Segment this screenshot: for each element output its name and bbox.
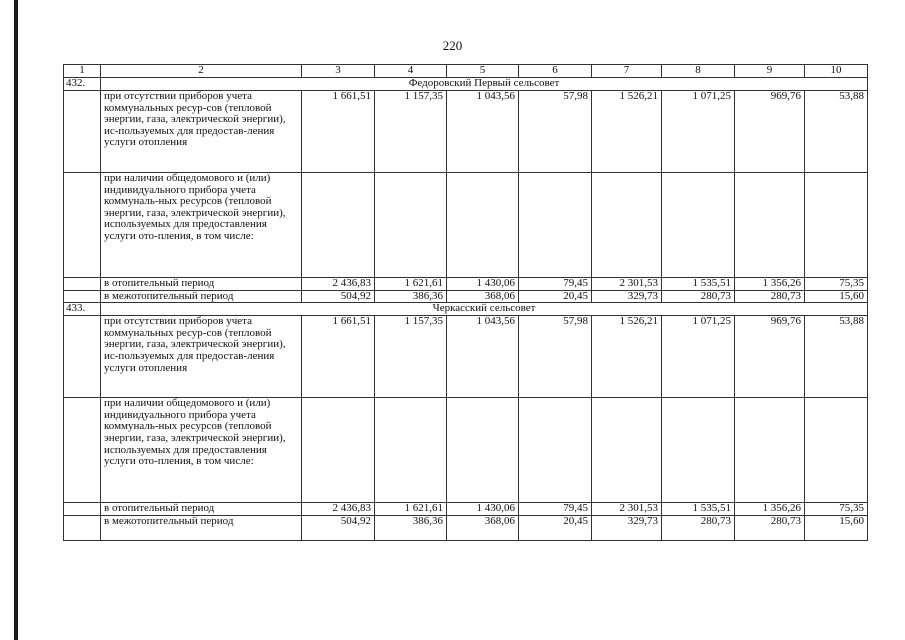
- value-cell: [592, 398, 662, 503]
- column-header: 6: [519, 65, 592, 78]
- value-cell: [519, 398, 592, 503]
- column-header: 3: [302, 65, 375, 78]
- row-number-cell: [64, 278, 101, 291]
- value-cell: [735, 398, 805, 503]
- section-title: Федоровский Первый сельсовет: [101, 78, 868, 91]
- value-cell: 75,35: [805, 503, 868, 516]
- page-number: 220: [442, 38, 463, 53]
- value-cell: [447, 398, 519, 503]
- value-cell: 79,45: [519, 503, 592, 516]
- value-cell: 1 356,26: [735, 278, 805, 291]
- value-cell: 969,76: [735, 316, 805, 398]
- value-cell: 57,98: [519, 316, 592, 398]
- row-number-cell: [64, 515, 101, 540]
- row-number-cell: [64, 398, 101, 503]
- value-cell: 2 436,83: [302, 503, 375, 516]
- value-cell: [662, 398, 735, 503]
- value-cell: 504,92: [302, 515, 375, 540]
- column-header: 4: [375, 65, 447, 78]
- value-cell: 1 157,35: [375, 91, 447, 173]
- row-label: при отсутствии приборов учета коммунальных ресур-сов (тепловой энергии, газа, электрической энергии), ис-пользуемых для предостав-ления услуги отопления: [101, 316, 302, 398]
- value-cell: [805, 173, 868, 278]
- value-cell: 1 661,51: [302, 91, 375, 173]
- value-cell: 1 621,61: [375, 503, 447, 516]
- value-cell: 15,60: [805, 290, 868, 303]
- table-row: [64, 278, 868, 291]
- value-cell: 386,36: [375, 290, 447, 303]
- column-header: 9: [735, 65, 805, 78]
- value-cell: 79,45: [519, 278, 592, 291]
- value-cell: 1 157,35: [375, 316, 447, 398]
- binding-edge: [14, 0, 18, 640]
- column-header: 7: [592, 65, 662, 78]
- value-cell: 2 436,83: [302, 278, 375, 291]
- row-number-cell: [64, 503, 101, 516]
- value-cell: 1 430,06: [447, 278, 519, 291]
- value-cell: 1 526,21: [592, 316, 662, 398]
- value-cell: 1 043,56: [447, 91, 519, 173]
- row-label: в межотопительный период: [101, 515, 302, 540]
- table-row: [64, 173, 868, 278]
- value-cell: 1 535,51: [662, 278, 735, 291]
- value-cell: 20,45: [519, 515, 592, 540]
- section-number: 432.: [64, 78, 101, 91]
- value-cell: 57,98: [519, 91, 592, 173]
- value-cell: 280,73: [662, 290, 735, 303]
- value-cell: 280,73: [735, 290, 805, 303]
- value-cell: 368,06: [447, 515, 519, 540]
- value-cell: 280,73: [735, 515, 805, 540]
- table-row: [64, 91, 868, 173]
- value-cell: 15,60: [805, 515, 868, 540]
- value-cell: [375, 398, 447, 503]
- value-cell: [302, 173, 375, 278]
- value-cell: 53,88: [805, 316, 868, 398]
- row-label: при наличии общедомового и (или) индивидуального прибора учета коммуналь-ных ресурсов (тепловой энергии, газа, электрической энергии), используемых для предоставления услуги ото-пления, в том числе:: [101, 398, 302, 503]
- table-row: [64, 398, 868, 503]
- value-cell: 1 526,21: [592, 91, 662, 173]
- section-header-row: [64, 303, 868, 316]
- column-header: 10: [805, 65, 868, 78]
- value-cell: 1 661,51: [302, 316, 375, 398]
- row-label: в отопительный период: [101, 503, 302, 516]
- value-cell: 1 071,25: [662, 316, 735, 398]
- value-cell: [735, 173, 805, 278]
- table-body: [64, 65, 868, 541]
- value-cell: 329,73: [592, 515, 662, 540]
- value-cell: 20,45: [519, 290, 592, 303]
- value-cell: [662, 173, 735, 278]
- row-number-cell: [64, 91, 101, 173]
- table-row: [64, 290, 868, 303]
- value-cell: [447, 173, 519, 278]
- value-cell: 2 301,53: [592, 503, 662, 516]
- row-number-cell: [64, 173, 101, 278]
- table-row: [64, 515, 868, 540]
- value-cell: [592, 173, 662, 278]
- value-cell: 1 430,06: [447, 503, 519, 516]
- section-title: Черкасский сельсовет: [101, 303, 868, 316]
- data-table: [63, 64, 868, 541]
- column-header: 5: [447, 65, 519, 78]
- value-cell: 504,92: [302, 290, 375, 303]
- row-number-cell: [64, 316, 101, 398]
- value-cell: [805, 398, 868, 503]
- value-cell: 75,35: [805, 278, 868, 291]
- value-cell: [519, 173, 592, 278]
- row-label: в отопительный период: [101, 278, 302, 291]
- value-cell: 2 301,53: [592, 278, 662, 291]
- value-cell: 1 621,61: [375, 278, 447, 291]
- value-cell: 1 071,25: [662, 91, 735, 173]
- section-number: 433.: [64, 303, 101, 316]
- column-header: 2: [101, 65, 302, 78]
- row-label: в межотопительный период: [101, 290, 302, 303]
- table-row: [64, 316, 868, 398]
- row-number-cell: [64, 290, 101, 303]
- column-header: 8: [662, 65, 735, 78]
- value-cell: 329,73: [592, 290, 662, 303]
- value-cell: 280,73: [662, 515, 735, 540]
- row-label: при наличии общедомового и (или) индивидуального прибора учета коммуналь-ных ресурсов (тепловой энергии, газа, электрической энергии), используемых для предоставления услуги ото-пления, в том числе:: [101, 173, 302, 278]
- table-row: [64, 503, 868, 516]
- value-cell: [375, 173, 447, 278]
- value-cell: 386,36: [375, 515, 447, 540]
- value-cell: 1 356,26: [735, 503, 805, 516]
- value-cell: 969,76: [735, 91, 805, 173]
- value-cell: 1 043,56: [447, 316, 519, 398]
- value-cell: 1 535,51: [662, 503, 735, 516]
- section-header-row: [64, 78, 868, 91]
- row-label: при отсутствии приборов учета коммунальных ресур-сов (тепловой энергии, газа, электрической энергии), ис-пользуемых для предостав-ления услуги отопления: [101, 91, 302, 173]
- column-header: 1: [64, 65, 101, 78]
- value-cell: [302, 398, 375, 503]
- value-cell: 53,88: [805, 91, 868, 173]
- value-cell: 368,06: [447, 290, 519, 303]
- column-number-row: [64, 65, 868, 78]
